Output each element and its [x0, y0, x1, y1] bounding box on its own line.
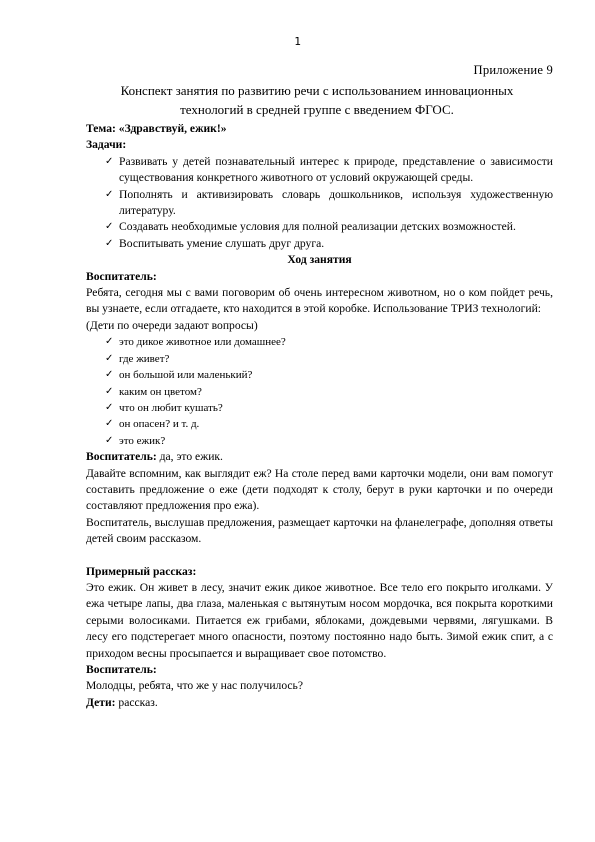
title-line-1: Конспект занятия по развитию речи с использованием инновационных	[120, 83, 514, 98]
question-item: ✓ он большой или маленький?	[105, 367, 553, 383]
question-item: ✓ он опасен? и т. д.	[105, 416, 553, 432]
question-item: ✓ где живет?	[105, 351, 553, 367]
children-text: рассказ.	[115, 695, 158, 709]
document-body	[86, 121, 553, 711]
tasks-list	[86, 154, 553, 252]
answer-line	[86, 449, 553, 465]
teacher-label: Воспитатель:	[86, 269, 157, 283]
questions-list	[86, 334, 553, 449]
closing-question: Молодцы, ребята, что же у нас получилось?	[86, 679, 303, 693]
task-item: ✓ Создавать необходимые условия для полной реализации детских возможностей.	[105, 219, 553, 235]
question-item: ✓ каким он цветом?	[105, 384, 553, 400]
topic-heading: Тема: «Здравствуй, ежик!»	[86, 122, 227, 135]
teacher-label-2-text: Воспитатель	[86, 663, 153, 676]
question-item: ✓ что он любит кушать?	[105, 400, 553, 416]
tasks-heading: Задачи:	[86, 138, 127, 152]
task-item: ✓ Пополнять и активизировать словарь дошкольников, используя художественную литературу.	[105, 187, 553, 220]
task-item: ✓ Развивать у детей познавательный интерес к природе, представление о зависимости существования конкретного животного от условий окружающей среды.	[105, 154, 553, 187]
story-paragraph: Это ежик. Он живет в лесу, значит ежик дикое животное. Все тело его покрыто иголками. У ежа четыре лапы, два глаза, маленькая с вытянутым носом мордочка, вся покрыта короткими серыми волосиками. Питается еж грибами, яблоками, дождевыми червями, лягушками. В лесу его подстерегает много опасности, поэтому постоянно надо быть. Зимой ежик спит, а с приходом весны просыпается и выращивает свое потомство.	[86, 580, 553, 660]
answer-label: Воспитатель:	[86, 450, 157, 464]
appendix-label: Приложение 9	[473, 63, 553, 77]
answer-text: да, это ежик.	[156, 450, 223, 464]
task-item: ✓ Воспитывать умение слушать друг друга.	[105, 236, 553, 252]
question-item: ✓ это ежик?	[105, 433, 553, 449]
spacer	[86, 548, 553, 564]
page-number: 1	[294, 35, 301, 48]
teacher-label-2	[86, 662, 553, 678]
flannel-paragraph: Воспитатель, выслушав предложения, размещает карточки на фланелеграфе, дополняя ответы детей своим рассказом.	[86, 515, 553, 546]
intro-paragraph: Ребята, сегодня мы с вами поговорим об очень интересном животном, но о ком пойдет речь, вы узнаете, если отгадаете, кто находится в этой коробке. Использование ТРИЗ технологий:	[86, 286, 553, 316]
teacher-label-2-colon: :	[152, 663, 157, 676]
children-line	[86, 695, 553, 711]
lesson-heading: Ход занятия	[287, 253, 352, 267]
story-heading: Примерный рассказ:	[86, 564, 197, 578]
question-item: ✓ это дикое животное или домашнее?	[105, 334, 553, 350]
title-line-2: технологий в средней группе с введением ФГОС.	[180, 102, 454, 117]
cards-paragraph: Давайте вспомним, как выглядит еж? На столе перед вами карточки модели, они вам помогут составить предложение о еже (дети подходят к столу, берут в руки карточки и по очереди составляют предложения про ежа).	[86, 466, 553, 513]
document-title	[92, 81, 542, 119]
children-label: Дети:	[86, 695, 116, 709]
questions-note: (Дети по очереди задают вопросы)	[86, 318, 258, 332]
